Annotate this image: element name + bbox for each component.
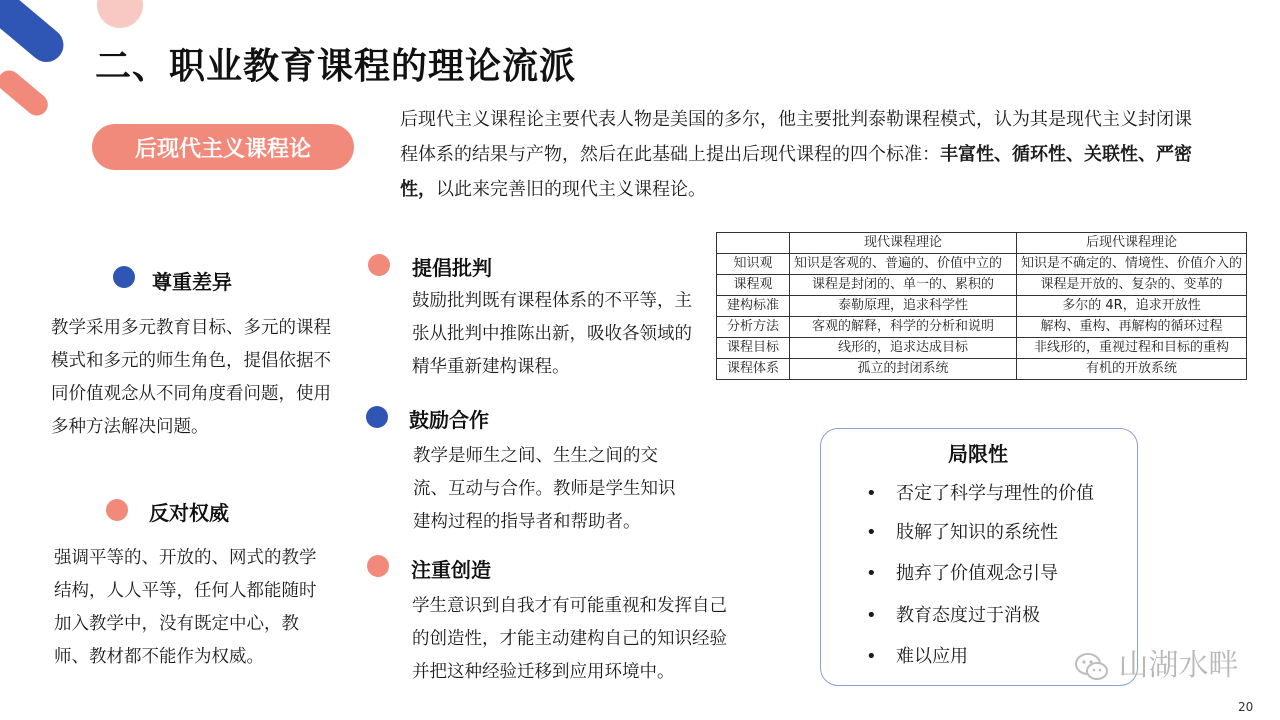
limitation-item bbox=[866, 642, 968, 668]
table-cell: 课程是封闭的、单一的、累积的 bbox=[790, 275, 1017, 296]
table-row bbox=[717, 359, 1247, 380]
table-cell: 有机的开放系统 bbox=[1017, 359, 1247, 380]
intro-text-1: 后现代主义课程论主要代表人物是美国的多尔，他主要批判泰勒课程模式，认为其是现代主义封闭课程体系的结果与产物，然后在此基础上提出后现代课程的四个标准： bbox=[400, 109, 1192, 165]
table-cell: 孤立的封闭系统 bbox=[790, 359, 1017, 380]
table-header-cell bbox=[717, 233, 790, 254]
table-cell: 解构、重构、再解构的循环过程 bbox=[1017, 317, 1247, 338]
table-cell: 课程是开放的、复杂的、变革的 bbox=[1017, 275, 1247, 296]
table-row bbox=[717, 338, 1247, 359]
table-cell: 知识是不确定的、情境性、价值介入的 bbox=[1017, 254, 1247, 275]
bullet-icon: • bbox=[866, 605, 877, 626]
heading-respect-difference: 尊重差异 bbox=[152, 270, 232, 294]
text-anti-authority: 强调平等的、开放的、网式的教学结构，人人平等，任何人都能随时加入教学中，没有既定中心，教师、教材都不能作为权威。 bbox=[54, 548, 317, 667]
table-cell: 非线形的，重视过程和目标的重构 bbox=[1017, 338, 1247, 359]
table-row bbox=[717, 254, 1247, 275]
table-row bbox=[717, 296, 1247, 317]
limitation-item bbox=[866, 601, 1040, 627]
heading-anti-authority: 反对权威 bbox=[149, 501, 229, 525]
limitation-text: 否定了科学与理性的价值 bbox=[896, 483, 1094, 504]
table-cell: 课程观 bbox=[717, 275, 790, 296]
bullet-icon: • bbox=[866, 563, 877, 584]
table-cell: 多尔的 4R，追求开放性 bbox=[1017, 296, 1247, 317]
table-cell: 课程体系 bbox=[717, 359, 790, 380]
page-title: 二、职业教育课程的理论流派 bbox=[95, 46, 577, 87]
table-cell: 课程目标 bbox=[717, 338, 790, 359]
limitation-text: 难以应用 bbox=[896, 646, 968, 667]
table-cell: 建构标准 bbox=[717, 296, 790, 317]
blue-dot-cooperation bbox=[366, 406, 388, 428]
table-header-cell: 后现代课程理论 bbox=[1017, 233, 1247, 254]
heading-value-creativity: 注重创造 bbox=[411, 558, 491, 582]
limitation-item bbox=[866, 479, 1094, 505]
table-header-row bbox=[717, 233, 1247, 254]
bullet-icon: • bbox=[866, 522, 877, 543]
table-cell: 分析方法 bbox=[717, 317, 790, 338]
watermark-text: 山湖水畔 bbox=[1118, 648, 1239, 683]
page-number: 20 bbox=[1238, 700, 1254, 714]
text-advocate-critique: 鼓励批判既有课程体系的不平等，主张从批判中推陈出新，吸收各领域的精华重新建构课程。 bbox=[412, 291, 692, 377]
wechat-icon bbox=[1075, 652, 1109, 682]
intro-text-2: 以此来完善旧的现代主义课程论。 bbox=[436, 179, 706, 200]
section-pill: 后现代主义课程论 bbox=[92, 124, 354, 170]
bullet-icon: • bbox=[866, 483, 877, 504]
limitations-title: 局限性 bbox=[948, 442, 1008, 466]
table-cell: 知识是客观的、普遍的、价值中立的 bbox=[790, 254, 1017, 275]
coral-dot-critique bbox=[368, 254, 390, 276]
coral-dot-anti-authority bbox=[106, 499, 128, 521]
table-cell: 泰勒原理，追求科学性 bbox=[790, 296, 1017, 317]
text-value-creativity: 学生意识到自我才有可能重视和发挥自己的创造性，才能主动建构自己的知识经验并把这种经验迁移到应用环境中。 bbox=[412, 596, 727, 682]
table-cell: 客观的解释，科学的分析和说明 bbox=[790, 317, 1017, 338]
decor-blue-stroke bbox=[0, 0, 70, 69]
text-encourage-cooperation: 教学是师生之间、生生之间的交流、互动与合作。教师是学生知识建构过程的指导者和帮助者。 bbox=[413, 446, 676, 532]
limitation-text: 抛弃了价值观念引导 bbox=[896, 563, 1058, 584]
table-row bbox=[717, 317, 1247, 338]
limitation-text: 教育态度过于消极 bbox=[896, 605, 1040, 626]
intro-bold-standards: 丰富性、循环性、关联性、严密性， bbox=[400, 144, 1192, 200]
heading-advocate-critique: 提倡批判 bbox=[412, 256, 492, 280]
intro-paragraph bbox=[400, 102, 1200, 207]
text-respect-difference: 教学采用多元教育目标、多元的课程模式和多元的师生角色，提倡依据不同价值观念从不同角度看问题，使用多种方法解决问题。 bbox=[51, 318, 331, 437]
limitation-item bbox=[866, 518, 1058, 544]
blue-dot-respect bbox=[113, 266, 135, 288]
decor-pink-circle bbox=[97, 0, 143, 28]
decor-coral-stroke bbox=[0, 66, 52, 120]
table-cell: 线形的，追求达成目标 bbox=[790, 338, 1017, 359]
bullet-icon: • bbox=[866, 646, 877, 667]
watermark bbox=[1075, 640, 1239, 684]
limitation-item bbox=[866, 559, 1058, 585]
table-cell: 知识观 bbox=[717, 254, 790, 275]
limitation-text: 肢解了知识的系统性 bbox=[896, 522, 1058, 543]
heading-encourage-cooperation: 鼓励合作 bbox=[409, 408, 489, 432]
coral-dot-creativity bbox=[367, 555, 389, 577]
table-row bbox=[717, 275, 1247, 296]
table-header-cell: 现代课程理论 bbox=[790, 233, 1017, 254]
comparison-table bbox=[716, 232, 1247, 380]
